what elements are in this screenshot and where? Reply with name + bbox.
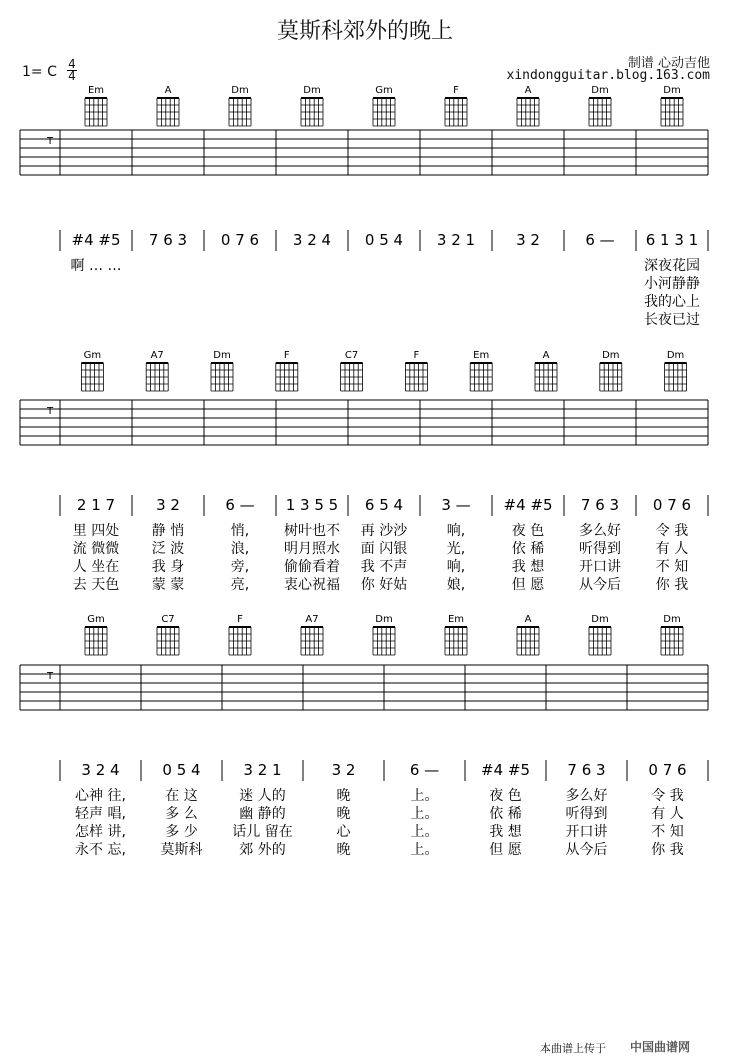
chord-name: Gm — [83, 350, 102, 361]
lyric-text: 上。 — [410, 806, 439, 822]
chord-name: A — [524, 614, 532, 625]
lyric-text: 你 我 — [651, 842, 684, 858]
chord-name: A — [524, 85, 532, 96]
lyric-text: 深夜花园 — [644, 258, 700, 274]
notation-measure: 0 5 4 — [364, 231, 404, 249]
key-signature: 1= C — [22, 64, 57, 80]
chord-name: F — [453, 85, 459, 96]
lyric-text: 令 我 — [651, 788, 684, 804]
chord-name: Dm — [303, 85, 321, 96]
notation-measure: #4 #5 — [481, 761, 530, 779]
lyric-text: 树叶也不 — [284, 523, 340, 539]
lyric-text: 面 闪银 — [360, 541, 408, 557]
lyric-text: 啊 … … — [70, 258, 122, 274]
notation-measure: 6 5 4 — [364, 496, 404, 514]
lyric-text: 偷偷看着 — [284, 559, 340, 575]
lyric-text: 夜 色 — [489, 788, 522, 804]
lyric-text: 不 知 — [651, 824, 684, 840]
lyric-text: 流 微微 — [72, 541, 120, 557]
lyric-text: 我 不声 — [360, 559, 408, 575]
lyric-text: 开口讲 — [565, 824, 608, 840]
lyric-text: 依 稀 — [511, 541, 545, 557]
notation-measure: 1 3 5 5 — [285, 496, 339, 514]
notation-measure: 3 2 4 — [292, 231, 332, 249]
notation-measure: 3 2 4 — [81, 761, 120, 779]
lyric-text: 亮, — [230, 577, 250, 593]
lyric-text: 多么好 — [579, 523, 621, 539]
lyric-text: 在 这 — [165, 788, 198, 804]
chord-name: A — [542, 350, 550, 361]
lyric-text: 听得到 — [565, 806, 608, 822]
chord-name: C7 — [161, 614, 175, 625]
lyric-text: 但 愿 — [489, 842, 522, 858]
lyric-text: 但 愿 — [511, 577, 545, 593]
tab-clef-label: T — [47, 406, 54, 417]
chord-name: C7 — [344, 350, 359, 361]
lyric-text: 你 好姑 — [360, 577, 408, 593]
lyric-text: 悄, — [230, 523, 250, 539]
lyric-text: 郊 外的 — [239, 842, 286, 858]
notation-measure: 6 — — [409, 761, 440, 779]
lyric-text: 话儿 留在 — [232, 824, 293, 840]
notation-measure: 0 5 4 — [162, 761, 201, 779]
notation-measure: 7 6 3 — [567, 761, 606, 779]
notation-measure: #4 #5 — [503, 496, 553, 514]
chord-name: Dm — [231, 85, 249, 96]
page-title: 莫斯科郊外的晚上 — [276, 19, 453, 44]
lyric-text: 我 身 — [151, 559, 185, 575]
time-numerator: 4 — [68, 57, 76, 71]
lyric-text: 娘, — [446, 577, 466, 593]
chord-name: Dm — [591, 614, 609, 625]
notation-measure: 0 7 6 — [652, 496, 692, 514]
lyric-text: 上。 — [410, 788, 439, 804]
lyric-text: 长夜已过 — [644, 312, 700, 328]
notation-measure: 3 2 — [331, 761, 356, 779]
notation-measure: 0 7 6 — [220, 231, 260, 249]
chord-name: Gm — [375, 85, 393, 96]
chord-name: Dm — [375, 614, 393, 625]
lyric-text: 永不 忘, — [75, 842, 126, 858]
chord-name: Em — [87, 85, 105, 96]
lyric-text: 晚 — [336, 788, 351, 804]
lyric-text: 上。 — [410, 824, 439, 840]
lyric-text: 响, — [446, 523, 466, 539]
chord-name: Dm — [663, 614, 681, 625]
lyric-text: 不 知 — [655, 559, 689, 575]
lyric-text: 有 人 — [655, 541, 689, 557]
chord-name: Gm — [87, 614, 105, 625]
lyric-text: 开口讲 — [579, 559, 621, 575]
notation-measure: #4 #5 — [71, 231, 121, 249]
time-denominator: 4 — [68, 69, 76, 83]
lyric-text: 令 我 — [655, 523, 689, 539]
lyric-text: 响, — [446, 559, 466, 575]
lyric-text: 怎样 讲, — [75, 824, 126, 840]
lyric-text: 人 坐在 — [72, 559, 120, 575]
chord-name: A7 — [305, 614, 319, 625]
lyric-text: 静 悄 — [151, 523, 185, 539]
lyric-text: 轻声 唱, — [75, 806, 126, 822]
lyric-text: 旁, — [230, 559, 250, 575]
lyric-text: 再 沙沙 — [360, 523, 408, 539]
notation-measure: 7 6 3 — [148, 231, 188, 249]
notation-measure: 3 2 1 — [243, 761, 282, 779]
lyric-text: 光, — [446, 541, 466, 557]
lyric-text: 夜 色 — [511, 523, 545, 539]
tab-clef-label: T — [47, 136, 54, 147]
site-url: xindongguitar.blog.163.com — [506, 68, 710, 83]
chord-name: Em — [447, 614, 465, 625]
lyric-text: 多 少 — [165, 824, 198, 840]
notation-measure: 3 2 1 — [436, 231, 476, 249]
notation-measure: 0 7 6 — [648, 761, 687, 779]
footer-upload-text: 本曲谱上传于 — [540, 1042, 606, 1055]
notation-measure: 3 2 — [156, 496, 180, 514]
lyric-text: 我 想 — [489, 824, 522, 840]
lyric-text: 迷 人的 — [239, 788, 286, 804]
lyric-text: 蒙 蒙 — [151, 577, 185, 593]
chord-name: Dm — [666, 350, 685, 361]
lyric-text: 泛 波 — [151, 541, 185, 557]
chord-name: F — [237, 614, 243, 625]
lyric-text: 晚 — [336, 842, 351, 858]
lyric-text: 心神 往, — [75, 788, 126, 804]
chord-name: Dm — [663, 85, 681, 96]
lyric-text: 小河静静 — [644, 276, 700, 292]
chord-name: Dm — [591, 85, 609, 96]
chord-name: F — [283, 350, 290, 361]
lyric-text: 莫斯科 — [160, 842, 203, 858]
footer-logo: 中国曲谱网 — [630, 1040, 691, 1054]
lyric-text: 浪, — [230, 541, 250, 557]
chord-name: Dm — [602, 350, 620, 361]
notation-measure: 6 — — [585, 231, 615, 249]
lyric-text: 依 稀 — [489, 806, 522, 822]
lyric-text: 幽 静的 — [239, 806, 286, 822]
notation-measure: 6 — — [225, 496, 255, 514]
notation-measure: 3 — — [441, 496, 471, 514]
notation-measure: 2 1 7 — [76, 496, 116, 514]
lyric-text: 多 么 — [165, 806, 198, 822]
lyric-text: 我 想 — [511, 559, 545, 575]
chord-name: A7 — [150, 350, 164, 361]
lyric-text: 有 人 — [651, 806, 684, 822]
lyric-text: 去 天色 — [72, 577, 120, 593]
notation-measure: 7 6 3 — [580, 496, 620, 514]
chord-name: A — [164, 85, 172, 96]
arranger-credit: 制谱 心动吉他 — [627, 56, 710, 71]
chord-name: F — [413, 350, 420, 361]
lyric-text: 上。 — [410, 842, 439, 858]
lyric-text: 心 — [336, 824, 351, 840]
lyric-text: 里 四处 — [72, 523, 120, 539]
lyric-text: 多么好 — [565, 788, 608, 804]
lyric-text: 从今后 — [565, 842, 608, 858]
lyric-text: 从今后 — [579, 577, 621, 593]
tab-clef-label: T — [47, 671, 54, 682]
notation-measure: 3 2 — [516, 231, 540, 249]
chord-name: Dm — [213, 350, 231, 361]
lyric-text: 我的心上 — [644, 294, 700, 310]
chord-name: Em — [473, 350, 490, 361]
lyric-text: 你 我 — [655, 577, 689, 593]
lyric-text: 明月照水 — [284, 541, 340, 557]
lyric-text: 晚 — [336, 806, 351, 822]
notation-measure: 6 1 3 1 — [645, 231, 699, 249]
lyric-text: 听得到 — [579, 541, 621, 557]
lyric-text: 衷心祝福 — [284, 577, 340, 593]
